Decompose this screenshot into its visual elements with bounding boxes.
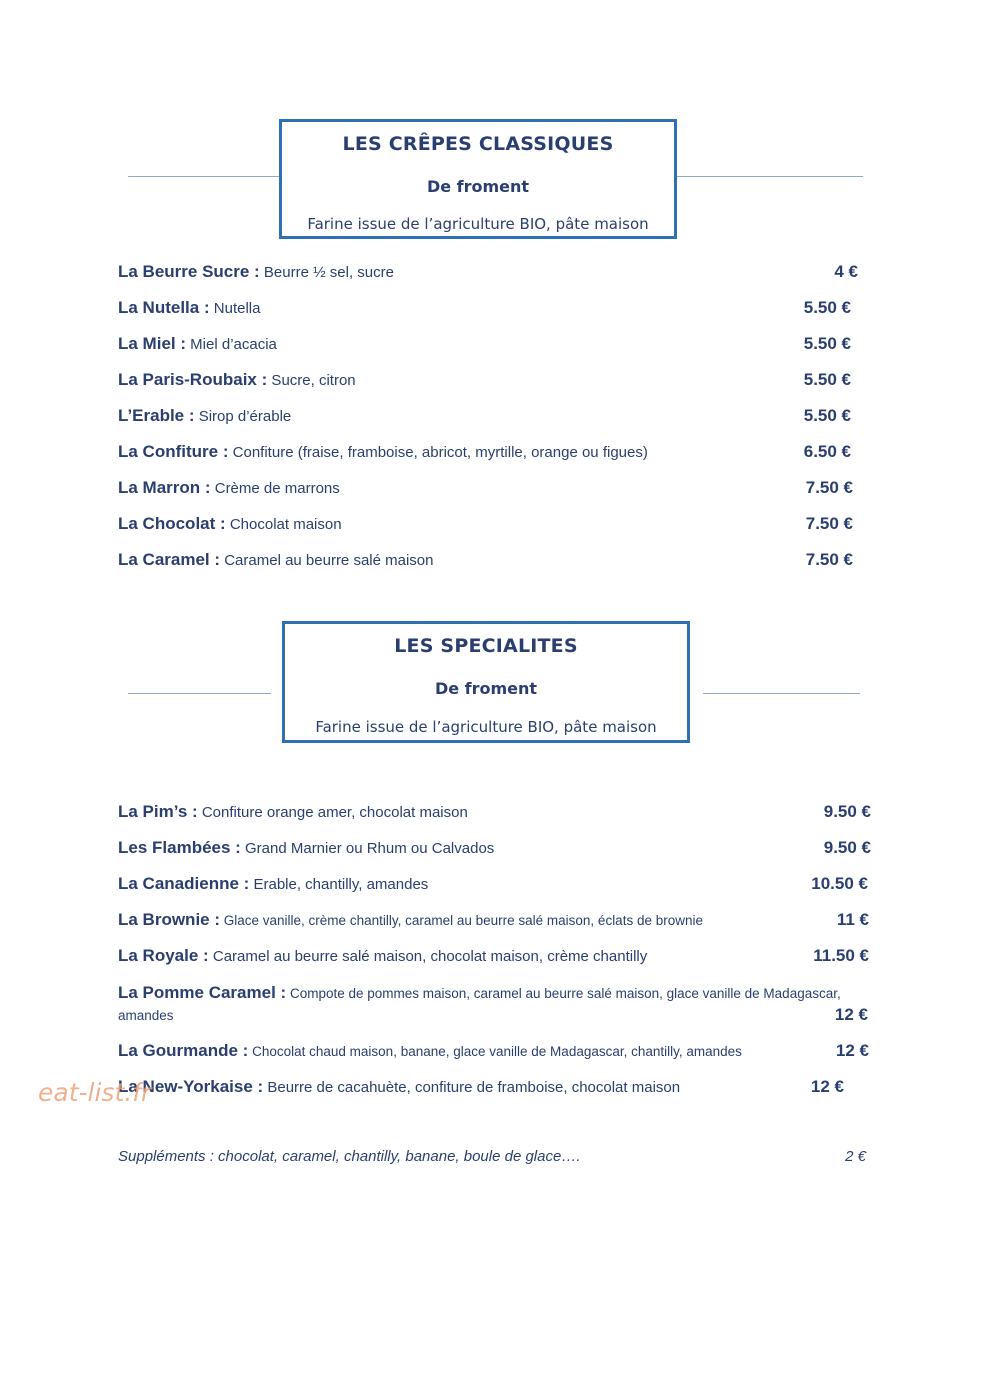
item-description: Miel d’acacia bbox=[186, 336, 277, 353]
item-name: La Canadienne : bbox=[118, 874, 250, 893]
menu-item bbox=[118, 800, 871, 824]
item-description: Glace vanille, crème chantilly, caramel au beurre salé maison, éclats de brownie bbox=[220, 913, 703, 928]
item-description: Nutella bbox=[209, 300, 261, 317]
item-name: La Brownie : bbox=[118, 910, 221, 929]
item-price: 7.50 € bbox=[805, 478, 853, 497]
section-title: LES CRÊPES CLASSIQUES bbox=[342, 133, 614, 155]
menu-item bbox=[118, 440, 851, 464]
item-description: Beurre de cacahuète, confiture de framboise, chocolat maison bbox=[263, 1079, 681, 1096]
menu-item bbox=[118, 872, 868, 896]
item-name: La Confiture : bbox=[118, 442, 229, 461]
item-price: 12 € bbox=[835, 1041, 869, 1060]
item-description: Confiture orange amer, chocolat maison bbox=[197, 804, 468, 821]
menu-item bbox=[118, 982, 868, 1026]
item-name: La Nutella : bbox=[118, 298, 210, 317]
item-price: 6.50 € bbox=[803, 442, 851, 461]
item-name: L’Erable : bbox=[118, 406, 195, 425]
item-description: Sirop d’érable bbox=[194, 408, 292, 425]
item-description: Grand Marnier ou Rhum ou Calvados bbox=[240, 840, 495, 857]
menu-item bbox=[118, 1039, 869, 1063]
menu-item bbox=[118, 836, 871, 860]
section-rule-right bbox=[676, 176, 863, 177]
item-price: 10.50 € bbox=[811, 874, 868, 893]
item-name: La Beurre Sucre : bbox=[118, 262, 260, 281]
section-rule-right bbox=[703, 693, 860, 694]
item-price: 5.50 € bbox=[803, 334, 851, 353]
item-description: Sucre, citron bbox=[267, 372, 356, 389]
item-price: 7.50 € bbox=[805, 550, 853, 569]
menu-item bbox=[118, 404, 851, 428]
item-price: 5.50 € bbox=[803, 298, 851, 317]
section-note: Farine issue de l’agriculture BIO, pâte maison bbox=[307, 215, 649, 233]
item-description: Confiture (fraise, framboise, abricot, myrtille, orange ou figues) bbox=[228, 444, 648, 461]
item-price: 4 € bbox=[834, 262, 858, 281]
menu-item bbox=[118, 908, 869, 932]
watermark: eat-list.fr bbox=[38, 1078, 152, 1107]
item-description: Erable, chantilly, amandes bbox=[249, 876, 429, 893]
item-name: La Marron : bbox=[118, 478, 211, 497]
item-price: 5.50 € bbox=[803, 370, 851, 389]
item-name: La Pomme Caramel : bbox=[118, 983, 287, 1002]
item-name: La Caramel : bbox=[118, 550, 221, 569]
item-name: Les Flambées : bbox=[118, 838, 241, 857]
menu-item bbox=[118, 368, 851, 392]
menu-item bbox=[118, 332, 851, 356]
item-name: La New-Yorkaise : bbox=[118, 1077, 264, 1096]
item-name: La Royale : bbox=[118, 946, 209, 965]
section-note: Farine issue de l’agriculture BIO, pâte maison bbox=[315, 718, 657, 736]
menu-item bbox=[118, 296, 851, 320]
section-subtitle: De froment bbox=[434, 679, 538, 698]
menu-item bbox=[118, 476, 853, 500]
item-price: 12 € bbox=[810, 1077, 844, 1096]
item-name: La Gourmande : bbox=[118, 1041, 249, 1060]
item-description: Chocolat maison bbox=[225, 516, 342, 533]
menu-item bbox=[118, 944, 869, 968]
section-header-specialites bbox=[282, 621, 690, 743]
item-name: La Chocolat : bbox=[118, 514, 226, 533]
item-description: Chocolat chaud maison, banane, glace vanille de Madagascar, chantilly, amandes bbox=[248, 1044, 742, 1059]
supplements-label: Suppléments : chocolat, caramel, chantilly, banane, boule de glace…. bbox=[118, 1148, 581, 1165]
section-rule-left bbox=[128, 176, 280, 177]
item-name: La Pim’s : bbox=[118, 802, 198, 821]
item-description: Beurre ½ sel, sucre bbox=[259, 264, 394, 281]
item-description: Compote de pommes maison, caramel au beurre salé maison, glace vanille de Madagascar, amandes bbox=[118, 986, 841, 1023]
item-name: La Paris-Roubaix : bbox=[118, 370, 268, 389]
item-description: Caramel au beurre salé maison, chocolat maison, crème chantilly bbox=[208, 948, 648, 965]
section-header-classiques bbox=[279, 119, 677, 239]
menu-item bbox=[118, 512, 853, 536]
supplements-row bbox=[118, 1146, 866, 1168]
item-price: 12 € bbox=[834, 1005, 868, 1024]
menu-item bbox=[118, 260, 858, 284]
item-price: 11.50 € bbox=[813, 946, 869, 965]
item-name: La Miel : bbox=[118, 334, 187, 353]
section-rule-left bbox=[128, 693, 271, 694]
menu-item bbox=[118, 1075, 844, 1099]
item-price: 11 € bbox=[836, 910, 869, 929]
menu-item bbox=[118, 548, 853, 572]
item-description: Caramel au beurre salé maison bbox=[220, 552, 434, 569]
item-price: 9.50 € bbox=[823, 838, 871, 857]
item-description: Crème de marrons bbox=[210, 480, 340, 497]
supplements-price: 2 € bbox=[845, 1148, 866, 1165]
item-price: 5.50 € bbox=[803, 406, 851, 425]
section-title: LES SPECIALITES bbox=[394, 635, 578, 657]
item-price: 7.50 € bbox=[805, 514, 853, 533]
item-price: 9.50 € bbox=[823, 802, 871, 821]
section-subtitle: De froment bbox=[426, 177, 530, 196]
